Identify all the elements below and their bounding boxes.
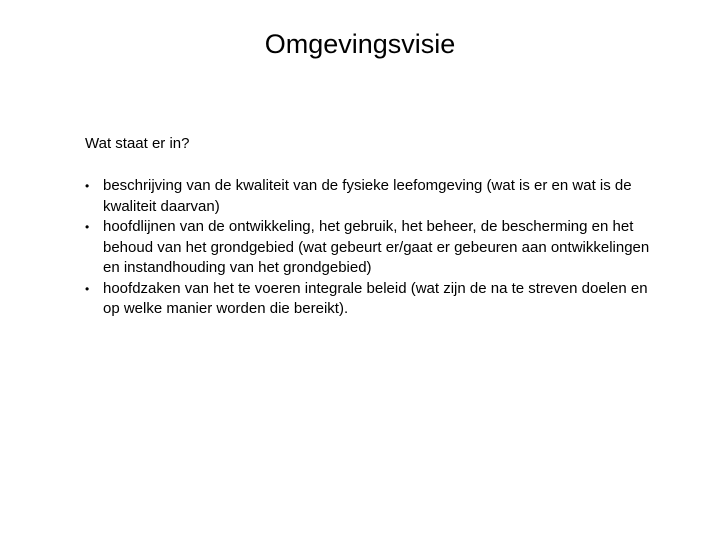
bullet-item [85,176,660,217]
bullet-text: hoofdlijnen van de ontwikkeling, het gebruik, het beheer, de bescherming en het behoud van het grondgebied (wat gebeurt er/gaat er gebeuren aan ontwikkelingen en instandhouding van het grondgebied) [103,218,650,276]
bullet-icon: • [85,220,90,234]
bullet-text: beschrijving van de kwaliteit van de fysieke leefomgeving (wat is er en wat is de kwaliteit daarvan) [103,177,632,215]
bullet-item [85,279,660,320]
bullet-icon: • [85,281,90,296]
bullet-icon: • [85,179,90,193]
bullet-list [85,176,660,320]
slide-title: Omgevingsvisie [264,29,456,59]
slide-body [85,134,660,320]
intro-text: Wat staat er in? [85,135,190,152]
bullet-text: hoofdzaken van het te voeren integrale beleid (wat zijn de na te streven doelen en op welke manier worden die bereikt). [103,279,648,317]
bullet-item [85,217,660,279]
